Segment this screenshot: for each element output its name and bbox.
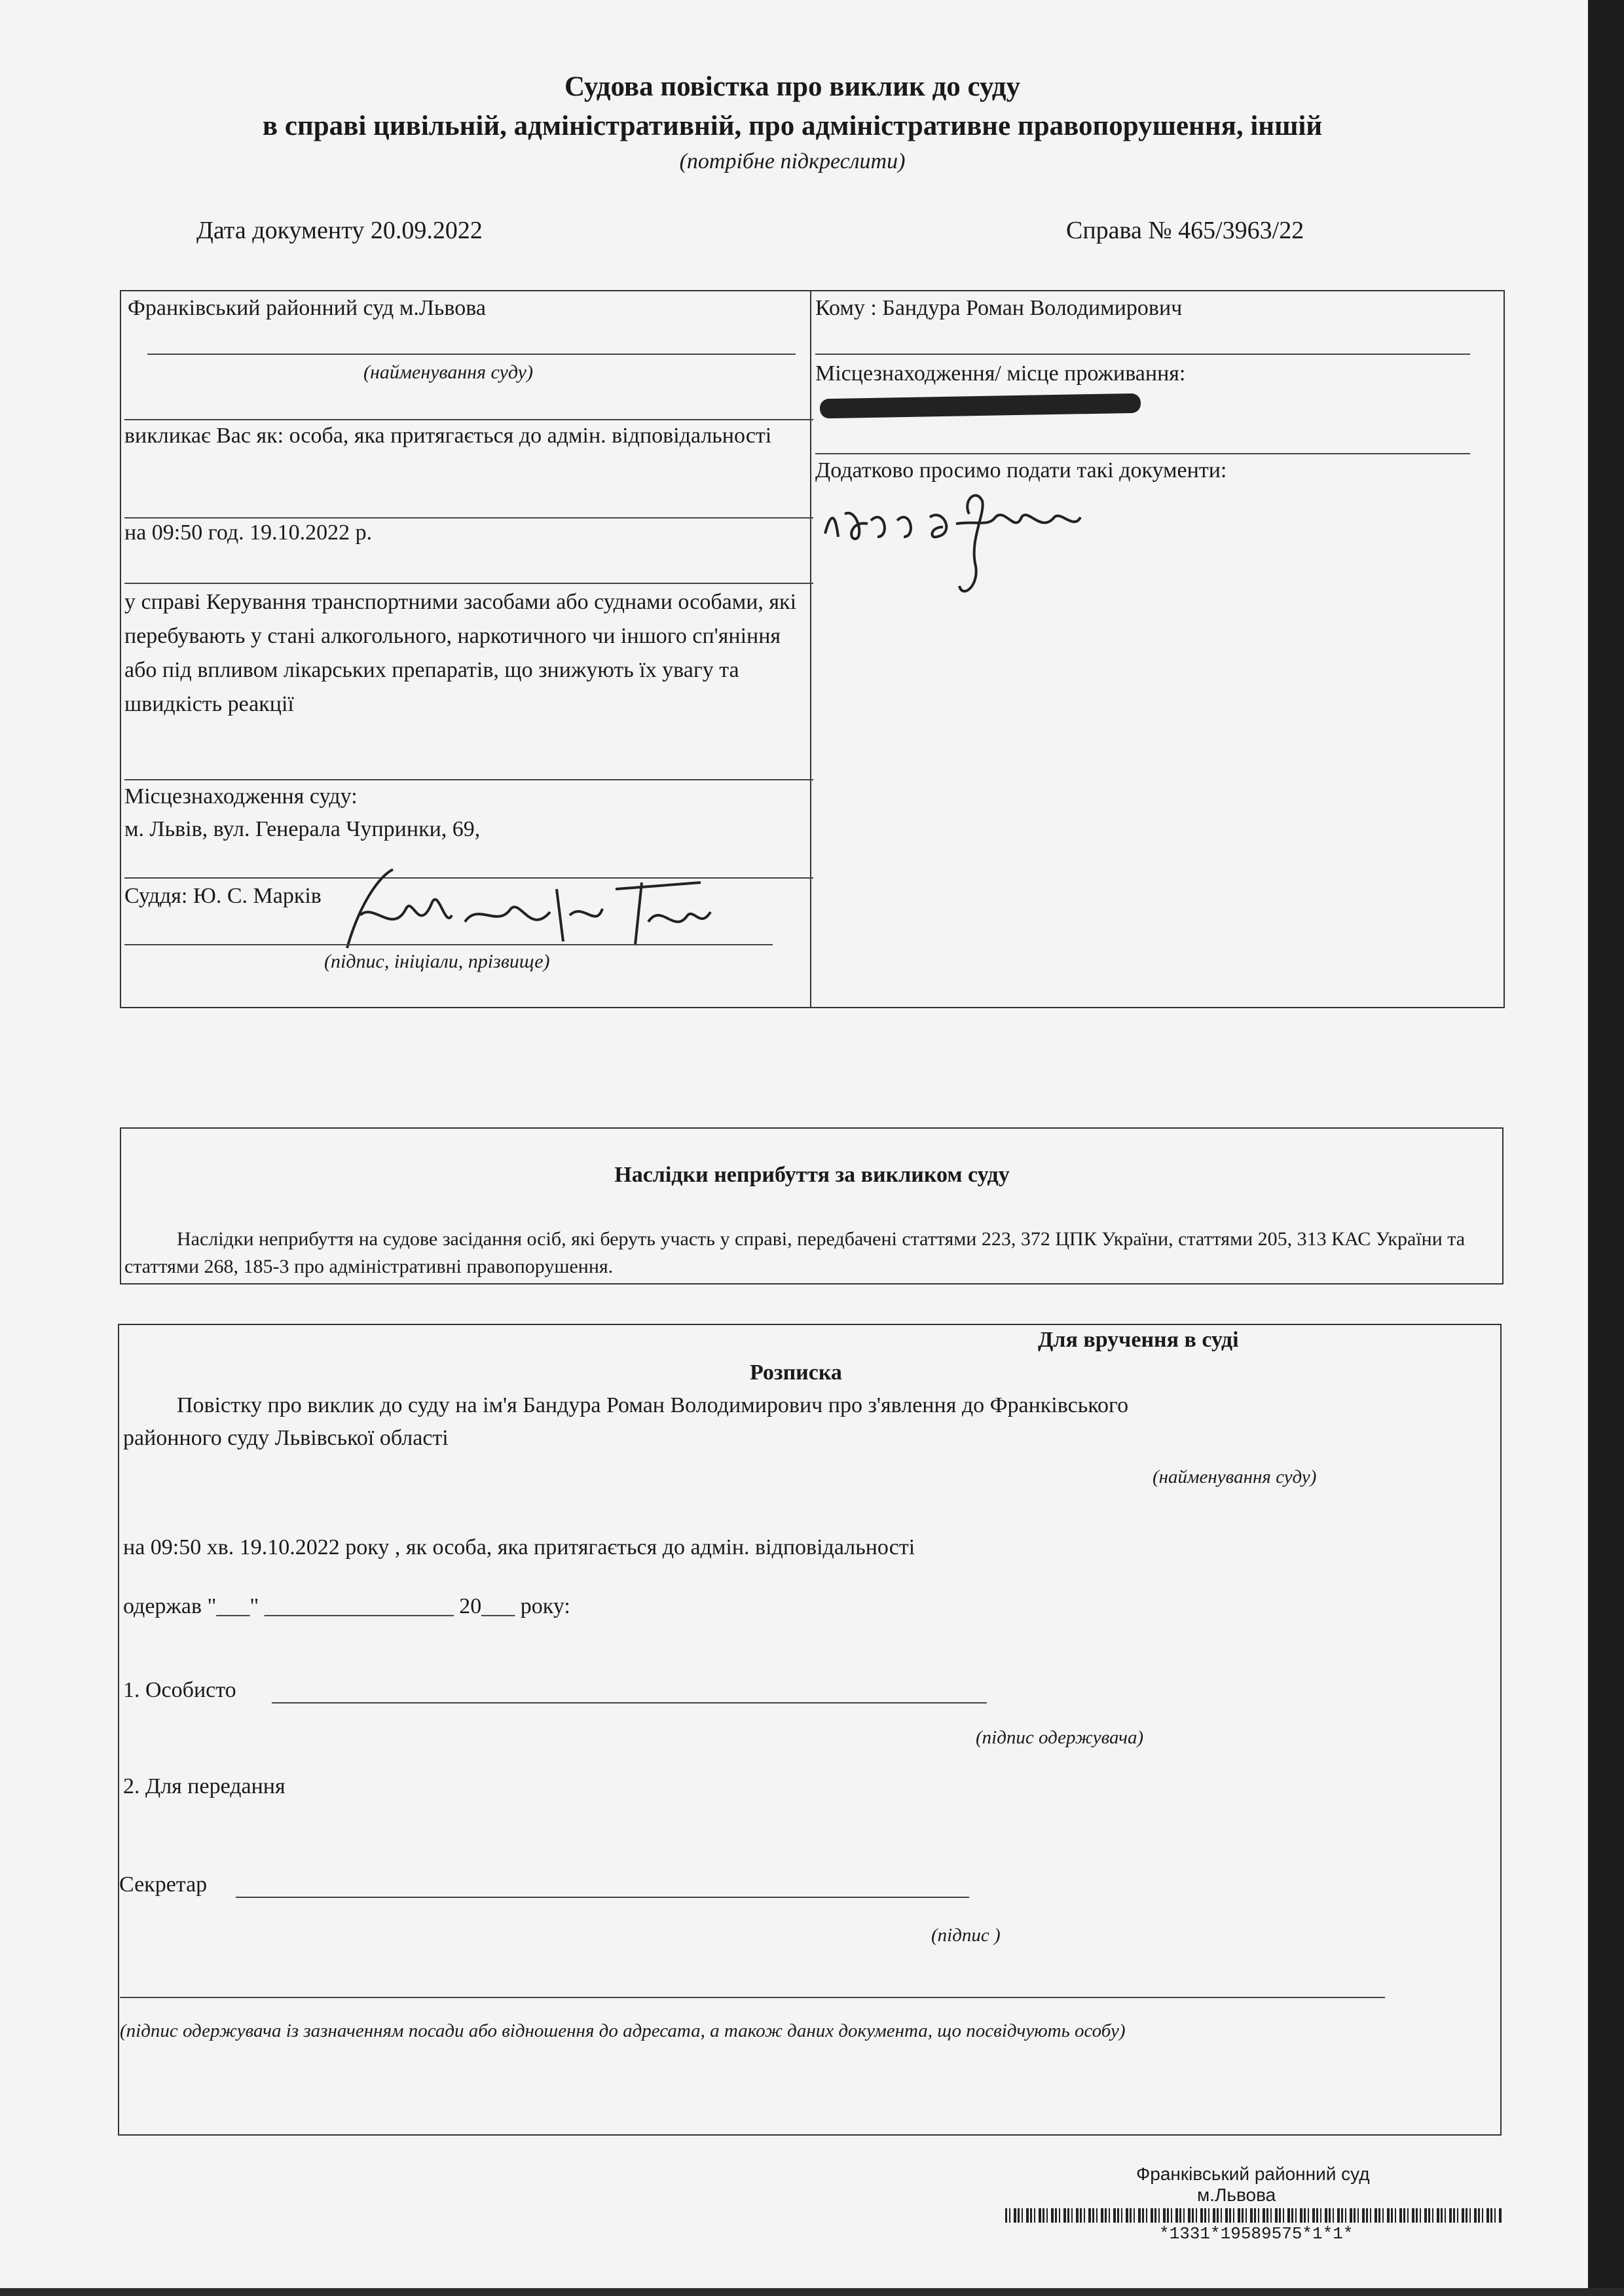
court-stamp-line-2: м.Львова [1197, 2185, 1276, 2205]
underline [147, 354, 796, 355]
received-line: одержав "___" _________________ 20___ року: [123, 1594, 570, 1618]
footer-caption: (підпис одержувача із зазначенням посади або відношення до адресата, а також даних документа, що посвідчують особу) [120, 2020, 1126, 2041]
receipt-title: Розписка [750, 1360, 842, 1385]
court-location-label: Місцезнаходження суду: [124, 784, 358, 809]
signature-line [124, 944, 773, 945]
barcode-number: *1331*19589575*1*1* [1159, 2224, 1354, 2244]
secretary-label: Секретар [119, 1872, 208, 1897]
separator [815, 453, 1470, 454]
judge: Суддя: Ю. С. Марків [124, 884, 322, 908]
consequences-text: Наслідки неприбуття на судове засідання осіб, які беруть участь у справі, передбачені статтями 223, 372 ЦПК України, статтями 205, 313 КАС України та статтями 268, 185-3 про адміністративні правопорушення. [124, 1228, 1466, 1277]
barcode-icon [1005, 2208, 1503, 2223]
receipt-time-line: на 09:50 хв. 19.10.2022 року , як особа, яка притягається до адмін. відповідальності [123, 1535, 915, 1559]
handwritten-documents-icon [819, 488, 1094, 602]
signature-line [272, 1702, 987, 1704]
summons-as: викликає Вас як: особа, яка притягається до адмін. відповідальності [124, 424, 772, 448]
title-line-2: в справі цивільній, адміністративній, про адміністративне правопорушення, іншій [262, 111, 1323, 141]
court-stamp-line-1: Франківський районний суд [1136, 2164, 1370, 2184]
case-subject: у справі Керування транспортними засобами або суднами особами, які перебувають у стані алкогольного, наркотичного чи іншого сп'яніння або під впливом лікарських препаратів, що знижують їх увагу та швидкість реакції [124, 590, 797, 716]
scan-edge-bottom [0, 2288, 1624, 2296]
documents-label: Додатково просимо подати такі документи: [815, 458, 1227, 483]
separator [120, 1997, 1385, 1998]
subtitle: (потрібне підкреслити) [679, 149, 906, 173]
court-name-caption: (найменування суду) [363, 361, 533, 383]
document-date: Дата документу 20.09.2022 [196, 217, 483, 244]
underline [815, 354, 1470, 355]
court-location: м. Львів, вул. Генерала Чупринки, 69, [124, 817, 481, 841]
receipt-line-1: Повістку про виклик до суду на ім'я Бандура Роман Володимирович про з'явлення до Франківського [177, 1393, 1129, 1417]
separator [124, 583, 813, 584]
receipt-line-2: районного суду Львівської області [123, 1426, 449, 1450]
for-transfer-label: 2. Для передання [123, 1774, 286, 1798]
receipt-court-caption: (найменування суду) [1153, 1467, 1317, 1487]
recipient-signature-caption: (підпис одержувача) [976, 1727, 1144, 1748]
separator [124, 517, 813, 519]
signature-caption: (підпис, ініціали, прізвище) [324, 951, 550, 972]
title-line-1: Судова повістка про виклик до суду [564, 71, 1021, 102]
residence-label: Місцезнаходження/ місце проживання: [815, 361, 1186, 386]
for-court-label: Для вручення в суді [1038, 1328, 1239, 1352]
consequences-title: Наслідки неприбуття за викликом суду [614, 1163, 1010, 1187]
recipient: Кому : Бандура Роман Володимирович [815, 296, 1183, 320]
court-name: Франківський районний суд м.Львова [128, 296, 486, 320]
secretary-signature-caption: (підпис ) [931, 1925, 1001, 1946]
separator [124, 779, 813, 780]
signature-line [236, 1897, 969, 1898]
scan-edge [1588, 0, 1624, 2296]
judge-signature-icon [334, 863, 714, 961]
personally-label: 1. Особисто [123, 1678, 236, 1702]
hearing-time: на 09:50 год. 19.10.2022 р. [124, 520, 373, 545]
column-divider [810, 290, 811, 1008]
case-number: Справа № 465/3963/22 [1066, 217, 1304, 244]
